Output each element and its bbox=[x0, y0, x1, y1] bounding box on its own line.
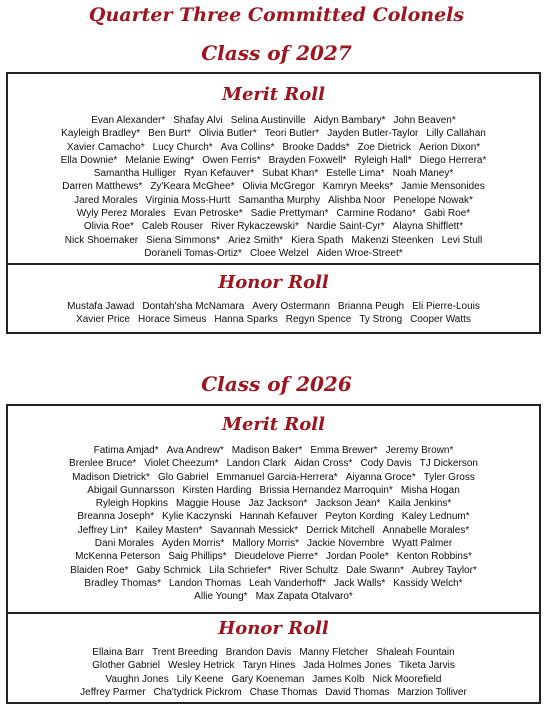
student-name: Jared Morales bbox=[74, 194, 138, 206]
student-name: Avery Ostermann bbox=[252, 301, 330, 312]
student-name: Brianna Peugh bbox=[337, 301, 405, 312]
student-name: Breanna Joseph* bbox=[77, 511, 155, 523]
student-name: Mallory Morris* bbox=[232, 538, 300, 550]
student-name: Alishba Noor bbox=[328, 194, 386, 206]
name-row bbox=[12, 659, 535, 672]
student-name: Jackson Jean* bbox=[315, 498, 381, 510]
student-name: Gary Koeneman bbox=[231, 673, 305, 685]
student-name: Brandon Davis bbox=[225, 647, 292, 658]
student-name: Noah Maney* bbox=[392, 168, 454, 180]
student-name: Hanna Sparks bbox=[214, 314, 278, 326]
student-name: Ryleigh Hopkins bbox=[95, 498, 168, 510]
honor-roll-list-2027 bbox=[12, 300, 535, 327]
student-name: Taryn Hines bbox=[242, 660, 296, 672]
student-name: Emmanuel Garcia-Herrera* bbox=[216, 471, 338, 483]
name-row bbox=[12, 497, 535, 510]
student-name: Landon Clark bbox=[226, 458, 287, 470]
student-name: Mustafa Jawad bbox=[67, 301, 135, 312]
merit-roll-list-2027 bbox=[12, 114, 535, 260]
student-name: Dale Swann* bbox=[346, 564, 404, 576]
student-name: River Rykaczewski* bbox=[211, 221, 299, 233]
student-name: Max Zapata Otalvaro* bbox=[255, 591, 353, 603]
student-name: Vaughn Jones bbox=[105, 673, 169, 685]
student-name: Brooke Dadds* bbox=[282, 141, 350, 153]
student-name: Cody Davis bbox=[360, 458, 412, 470]
student-name: Jamie Mensonides bbox=[401, 181, 485, 193]
student-name: Samantha Hulliger bbox=[93, 168, 177, 180]
student-name: Dani Morales bbox=[94, 538, 154, 550]
student-name: Doraneli Tomas-Ortiz* bbox=[144, 247, 242, 259]
name-row bbox=[12, 484, 535, 497]
student-name: Ryleigh Hall* bbox=[354, 154, 412, 166]
student-name: Dontah'sha McNamara bbox=[142, 301, 245, 312]
student-name: Nick Shoemaker bbox=[64, 234, 139, 246]
student-name: Nick Moorefield bbox=[372, 673, 442, 685]
student-name: Jackie Novembre bbox=[307, 538, 385, 550]
student-name: Marzion Tolliver bbox=[397, 686, 467, 698]
student-name: Makenzi Steenken bbox=[351, 234, 434, 246]
name-row bbox=[12, 167, 535, 180]
student-name: Jack Walls* bbox=[333, 577, 386, 589]
name-row bbox=[12, 207, 535, 220]
name-row bbox=[12, 247, 535, 260]
student-name: Lily Keene bbox=[176, 673, 224, 685]
student-name: Manny Fletcher bbox=[299, 647, 369, 658]
student-name: Shaleah Fountain bbox=[376, 647, 455, 658]
student-name: Annabelle Morales* bbox=[382, 524, 470, 536]
honor-roll-title-2027: Honor Roll bbox=[218, 272, 329, 293]
student-name: James Kolb bbox=[312, 673, 365, 685]
name-row bbox=[12, 154, 535, 167]
merit-roll-list-2026 bbox=[12, 444, 535, 604]
class-2026-title: Class of 2026 bbox=[201, 372, 352, 396]
student-name: McKenna Peterson bbox=[75, 551, 161, 563]
student-name: Virginia Moss-Hurtt bbox=[145, 194, 231, 206]
honor-roll-title-2026: Honor Roll bbox=[218, 618, 329, 639]
student-name: Regyn Spence bbox=[285, 314, 352, 326]
class-2027-title: Class of 2027 bbox=[201, 41, 352, 65]
student-name: Diego Herrera* bbox=[419, 154, 487, 166]
student-name: Kenton Robbins* bbox=[396, 551, 472, 563]
student-name: Cooper Watts bbox=[410, 314, 471, 326]
student-name: Olivia Butler* bbox=[198, 128, 257, 140]
student-name: Lucy Church* bbox=[152, 141, 213, 153]
student-name: River Schultz bbox=[279, 564, 339, 576]
student-name: Aerion Dixon* bbox=[419, 141, 481, 153]
student-name: Ariez Smith* bbox=[228, 234, 284, 246]
student-name: Jordan Poole* bbox=[325, 551, 389, 563]
student-name: Owen Ferris* bbox=[202, 154, 261, 166]
student-name: Gaby Schmick bbox=[136, 564, 201, 576]
student-name: Olivia Roe* bbox=[83, 221, 134, 233]
student-name: Maggie House bbox=[176, 498, 241, 510]
student-name: Xavier Price bbox=[76, 314, 130, 326]
student-name: Tyler Gross bbox=[423, 471, 475, 483]
name-row bbox=[12, 577, 535, 590]
student-name: Jayden Butler-Taylor bbox=[327, 128, 419, 140]
student-name: TJ Dickerson bbox=[419, 458, 478, 470]
student-name: Selina Austinville bbox=[230, 115, 306, 126]
student-name: Nardie Saint-Cyr* bbox=[306, 221, 385, 233]
student-name: Jeremy Brown* bbox=[385, 445, 454, 456]
merit-roll-title-2026: Merit Roll bbox=[222, 414, 325, 435]
name-row bbox=[12, 300, 535, 313]
student-name: Ben Burt* bbox=[148, 128, 191, 140]
student-name: Dieudelove Pierre* bbox=[234, 551, 318, 563]
student-name: Penelope Nowak* bbox=[393, 194, 473, 206]
student-name: Jada Holmes Jones bbox=[303, 660, 392, 672]
student-name: Emma Brewer* bbox=[310, 445, 378, 456]
student-name: Darren Matthews* bbox=[62, 181, 143, 193]
student-name: Subat Khan* bbox=[262, 168, 319, 180]
name-row bbox=[12, 673, 535, 686]
student-name: Ava Collins* bbox=[220, 141, 275, 153]
section-divider-2026 bbox=[8, 612, 539, 614]
name-row bbox=[12, 686, 535, 699]
student-name: Madison Baker* bbox=[231, 445, 303, 456]
student-name: Leah Vanderhoff* bbox=[249, 577, 326, 589]
student-name: Evan Petroske* bbox=[173, 208, 243, 220]
student-name: Ryan Kefauver* bbox=[184, 168, 255, 180]
student-name: Kiera Spath bbox=[291, 234, 344, 246]
page-title: Quarter Three Committed Colonels bbox=[88, 4, 465, 26]
name-row bbox=[12, 550, 535, 563]
name-row bbox=[12, 220, 535, 233]
student-name: Misha Hogan bbox=[400, 484, 460, 496]
class-2027-box bbox=[6, 72, 541, 334]
student-name: Gabi Roe* bbox=[423, 208, 471, 220]
student-name: Eli Pierre-Louis bbox=[412, 301, 480, 312]
student-name: Carmine Rodano* bbox=[336, 208, 416, 220]
student-name: Aidan Cross* bbox=[294, 458, 353, 470]
student-name: Glo Gabriel bbox=[157, 471, 209, 483]
student-name: Hannah Kefauver bbox=[239, 511, 318, 523]
name-row bbox=[12, 590, 535, 603]
student-name: Kirsten Harding bbox=[182, 484, 252, 496]
student-name: Allie Young* bbox=[194, 591, 248, 603]
name-row bbox=[12, 141, 535, 154]
student-name: Brissia Hernandez Marroquin* bbox=[259, 484, 393, 496]
student-name: Bradley Thomas* bbox=[84, 577, 161, 589]
student-name: Caleb Rouser bbox=[141, 221, 204, 233]
name-row bbox=[12, 444, 535, 457]
student-name: Kylie Kaczynski bbox=[162, 511, 232, 523]
name-row bbox=[12, 564, 535, 577]
student-name: Samantha Murphy bbox=[238, 194, 321, 206]
student-name: Wesley Hetrick bbox=[167, 660, 235, 672]
student-name: Abigail Gunnarsson bbox=[87, 484, 175, 496]
name-row bbox=[12, 510, 535, 523]
student-name: Kailey Masten* bbox=[135, 524, 203, 536]
student-name: Kaila Jenkins* bbox=[388, 498, 452, 510]
student-name: Glother Gabriel bbox=[92, 660, 160, 672]
student-name: Ellaina Barr bbox=[92, 647, 144, 658]
student-name: Olivia McGregor bbox=[242, 181, 315, 193]
student-name: Shafay Alvi bbox=[173, 115, 223, 126]
student-name: Fatima Amjad* bbox=[93, 445, 159, 456]
name-row bbox=[12, 537, 535, 550]
student-name: Jeffrey Lin* bbox=[77, 524, 128, 536]
name-row bbox=[12, 114, 535, 127]
name-row bbox=[12, 457, 535, 470]
student-name: Madison Dietrick* bbox=[72, 471, 150, 483]
section-divider-2027 bbox=[8, 263, 539, 265]
student-name: John Beaven* bbox=[393, 115, 456, 126]
student-name: Ella Downie* bbox=[60, 154, 118, 166]
student-name: Aiden Wroe-Street* bbox=[316, 247, 403, 259]
student-name: Levi Stull bbox=[441, 234, 483, 246]
student-name: Brayden Foxwell* bbox=[268, 154, 347, 166]
student-name: Sadie Prettyman* bbox=[250, 208, 329, 220]
student-name: Aidyn Bambary* bbox=[313, 115, 386, 126]
student-name: Kassidy Welch* bbox=[393, 577, 463, 589]
student-name: Kamryn Meeks* bbox=[322, 181, 394, 193]
student-name: Aiyanna Groce* bbox=[345, 471, 416, 483]
name-row bbox=[12, 471, 535, 484]
student-name: Ava Andrew* bbox=[166, 445, 224, 456]
student-name: David Thomas bbox=[325, 686, 390, 698]
student-name: Trent Breeding bbox=[152, 647, 218, 658]
student-name: Brenlee Bruce* bbox=[69, 458, 137, 470]
student-name: Cha'tydrick Pickrom bbox=[153, 686, 242, 698]
student-name: Xavier Camacho* bbox=[66, 141, 145, 153]
name-row bbox=[12, 180, 535, 193]
name-row bbox=[12, 313, 535, 326]
student-name: Derrick Mitchell bbox=[306, 524, 375, 536]
student-name: Melanie Ewing* bbox=[125, 154, 195, 166]
student-name: Landon Thomas bbox=[168, 577, 242, 589]
name-row bbox=[12, 646, 535, 659]
student-name: Blaiden Roe* bbox=[70, 564, 129, 576]
student-name: Cloee Welzel bbox=[249, 247, 309, 259]
name-row bbox=[12, 127, 535, 140]
student-name: Lilly Callahan bbox=[426, 128, 486, 140]
student-name: Savannah Messick* bbox=[210, 524, 299, 536]
student-name: Lila Schriefer* bbox=[209, 564, 272, 576]
student-name: Jeffrey Parmer bbox=[80, 686, 146, 698]
student-name: Tiketa Jarvis bbox=[399, 660, 455, 672]
merit-roll-title-2027: Merit Roll bbox=[222, 84, 325, 105]
student-name: Jaz Jackson* bbox=[248, 498, 308, 510]
student-name: Ty Strong bbox=[359, 314, 403, 326]
name-row bbox=[12, 234, 535, 247]
student-name: Violet Cheezum* bbox=[144, 458, 219, 470]
student-name: Wyly Perez Morales bbox=[76, 208, 166, 220]
student-name: Ayden Morris* bbox=[161, 538, 225, 550]
student-name: Kayleigh Bradley* bbox=[61, 128, 141, 140]
student-name: Horace Simeus bbox=[137, 314, 207, 326]
student-name: Evan Alexander* bbox=[91, 115, 166, 126]
student-name: Kaley Lednum* bbox=[401, 511, 470, 523]
student-name: Aubrey Taylor* bbox=[411, 564, 477, 576]
student-name: Zoe Dietrick bbox=[357, 141, 412, 153]
student-name: Alayna Shifflett* bbox=[392, 221, 464, 233]
student-name: Estelle Lima* bbox=[326, 168, 385, 180]
student-name: Peyton Kording bbox=[325, 511, 394, 523]
honor-roll-list-2026 bbox=[12, 646, 535, 699]
name-row bbox=[12, 194, 535, 207]
student-name: Zy'Keara McGhee* bbox=[150, 181, 235, 193]
class-2026-box bbox=[6, 404, 541, 704]
student-name: Chase Thomas bbox=[249, 686, 318, 698]
student-name: Siena Simmons* bbox=[146, 234, 221, 246]
student-name: Wyatt Palmer bbox=[392, 538, 453, 550]
student-name: Saig Phillips* bbox=[168, 551, 227, 563]
name-row bbox=[12, 524, 535, 537]
student-name: Teori Butler* bbox=[264, 128, 320, 140]
